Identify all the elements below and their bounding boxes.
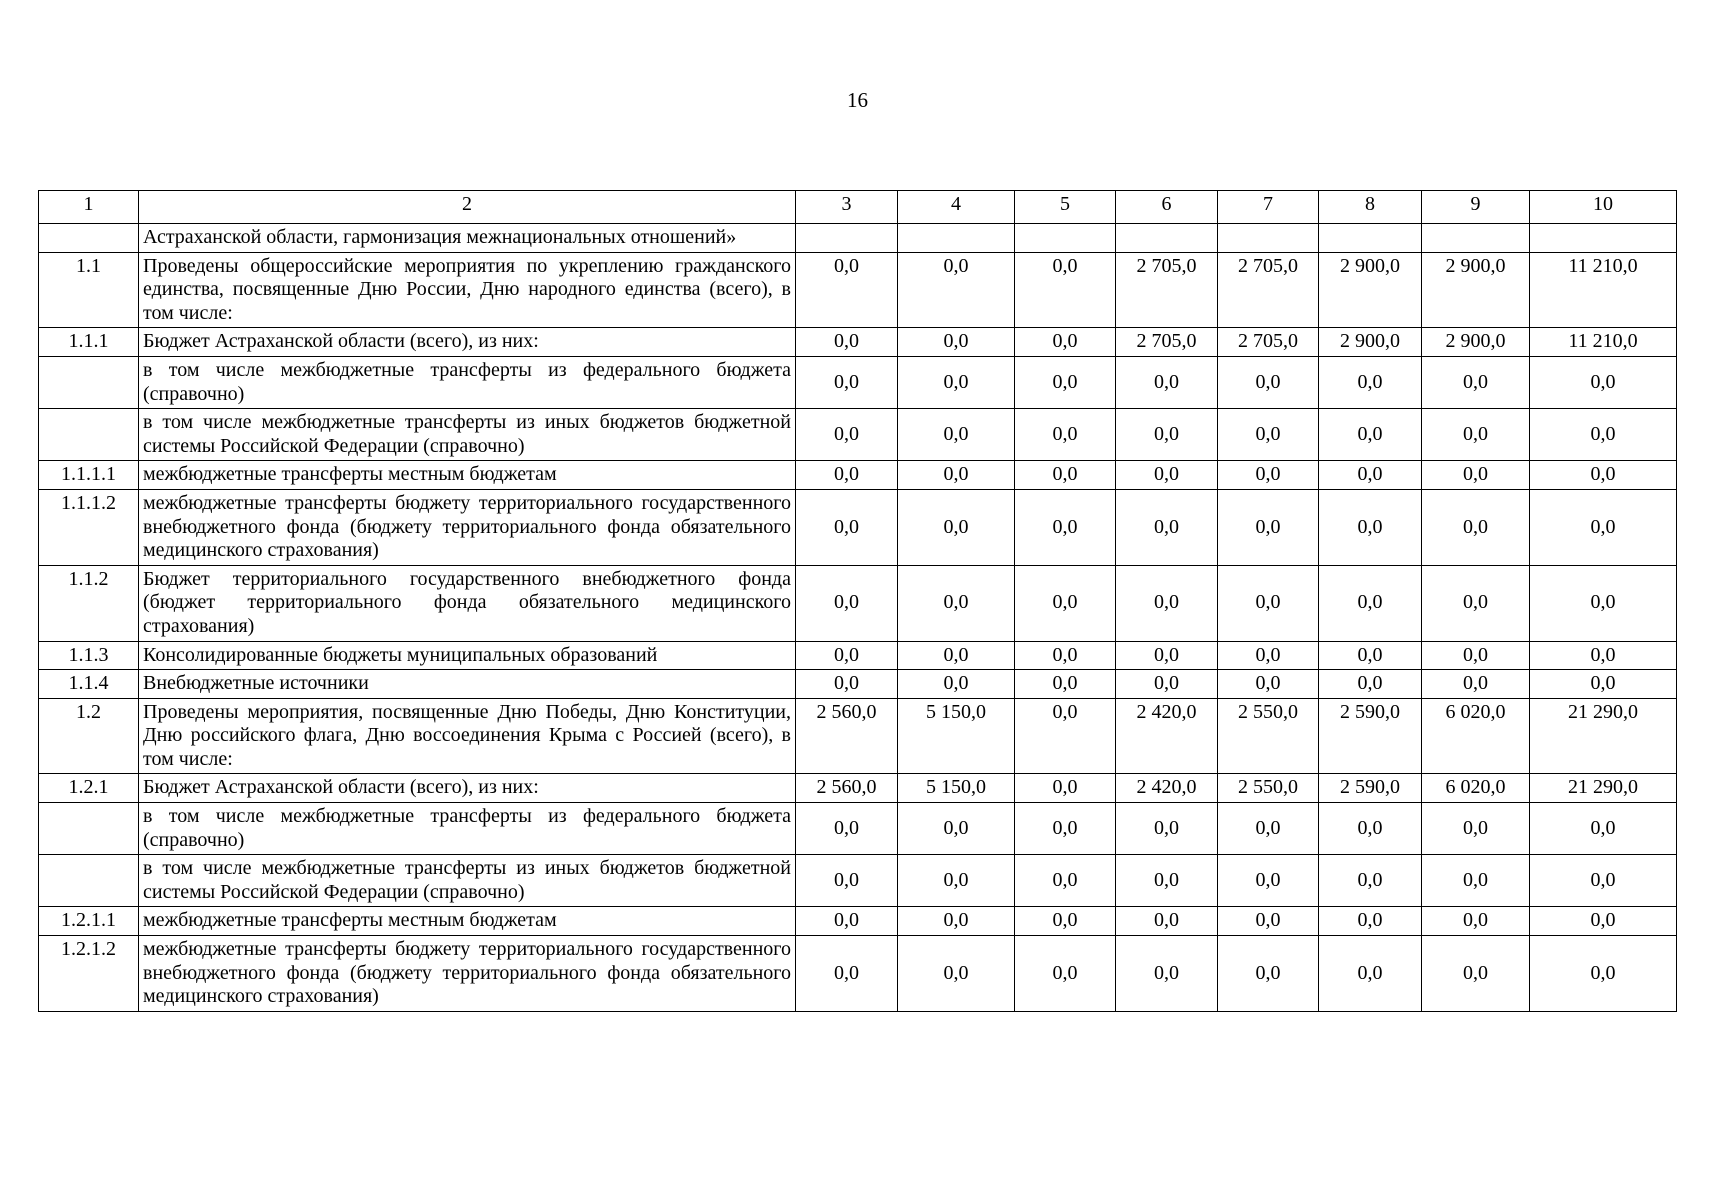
row-code (39, 409, 139, 461)
row-value: 0,0 (796, 252, 898, 328)
row-value: 0,0 (1530, 936, 1677, 1012)
row-value: 2 705,0 (1116, 328, 1218, 357)
row-value (1530, 224, 1677, 253)
row-code (39, 224, 139, 253)
row-description: в том числе межбюджетные трансферты из федерального бюджета (справочно) (139, 803, 796, 855)
row-value: 0,0 (796, 565, 898, 641)
row-value: 0,0 (796, 670, 898, 699)
row-code: 1.1.1 (39, 328, 139, 357)
table-row (39, 803, 1677, 855)
row-value: 0,0 (1422, 670, 1530, 699)
row-value: 0,0 (1015, 670, 1116, 699)
row-value: 0,0 (1218, 565, 1319, 641)
row-value: 21 290,0 (1530, 698, 1677, 774)
row-value: 0,0 (1015, 328, 1116, 357)
row-value: 0,0 (1116, 641, 1218, 670)
header-cell: 3 (796, 191, 898, 224)
row-value: 0,0 (1218, 409, 1319, 461)
row-value: 0,0 (1015, 936, 1116, 1012)
row-value: 0,0 (898, 252, 1015, 328)
row-code (39, 356, 139, 408)
row-value: 0,0 (1319, 461, 1422, 490)
row-value: 2 590,0 (1319, 698, 1422, 774)
row-value (796, 224, 898, 253)
row-value: 0,0 (796, 855, 898, 907)
row-value: 0,0 (796, 356, 898, 408)
row-value: 0,0 (1530, 489, 1677, 565)
row-value: 0,0 (1422, 855, 1530, 907)
row-code: 1.1.3 (39, 641, 139, 670)
header-row (39, 191, 1677, 224)
row-value: 2 560,0 (796, 774, 898, 803)
row-value: 0,0 (1116, 461, 1218, 490)
table-row (39, 698, 1677, 774)
row-value: 0,0 (1319, 936, 1422, 1012)
header-cell: 7 (1218, 191, 1319, 224)
row-value: 0,0 (796, 641, 898, 670)
row-value: 0,0 (898, 409, 1015, 461)
header-cell: 4 (898, 191, 1015, 224)
row-value: 0,0 (1116, 565, 1218, 641)
header-cell: 10 (1530, 191, 1677, 224)
row-description: межбюджетные трансферты бюджету территориального государственного внебюджетного фонда (бюджету территориального фонда обязательного медицинского страхования) (139, 489, 796, 565)
row-value: 0,0 (1422, 803, 1530, 855)
table-row (39, 670, 1677, 699)
header-cell: 6 (1116, 191, 1218, 224)
row-value: 0,0 (796, 461, 898, 490)
row-value: 0,0 (898, 907, 1015, 936)
row-value: 0,0 (796, 489, 898, 565)
row-value: 0,0 (796, 328, 898, 357)
row-value: 0,0 (1530, 670, 1677, 699)
row-value: 0,0 (1422, 356, 1530, 408)
row-value: 0,0 (1218, 907, 1319, 936)
row-value: 2 420,0 (1116, 774, 1218, 803)
table-row (39, 409, 1677, 461)
row-value: 0,0 (1319, 565, 1422, 641)
row-value: 0,0 (898, 565, 1015, 641)
table-row (39, 907, 1677, 936)
row-description: межбюджетные трансферты местным бюджетам (139, 907, 796, 936)
row-code: 1.1.4 (39, 670, 139, 699)
row-value: 0,0 (1218, 356, 1319, 408)
row-value: 0,0 (1218, 641, 1319, 670)
row-value: 0,0 (1422, 565, 1530, 641)
row-value: 5 150,0 (898, 774, 1015, 803)
table-row (39, 461, 1677, 490)
row-value: 0,0 (898, 461, 1015, 490)
row-value: 0,0 (1015, 774, 1116, 803)
row-value: 0,0 (1015, 907, 1116, 936)
table-row (39, 855, 1677, 907)
row-description: Астраханской области, гармонизация межнациональных отношений» (139, 224, 796, 253)
row-description: межбюджетные трансферты местным бюджетам (139, 461, 796, 490)
row-value: 0,0 (1218, 936, 1319, 1012)
table-row (39, 489, 1677, 565)
row-description: Проведены мероприятия, посвященные Дню Победы, Дню Конституции, Дню российского флага, Дню воссоединения Крыма с Россией (всего), в том числе: (139, 698, 796, 774)
row-value: 0,0 (796, 409, 898, 461)
row-value: 2 900,0 (1319, 328, 1422, 357)
row-value: 0,0 (1015, 565, 1116, 641)
row-value (1319, 224, 1422, 253)
row-code: 1.2 (39, 698, 139, 774)
row-value: 0,0 (1422, 409, 1530, 461)
row-value: 0,0 (1116, 803, 1218, 855)
row-value: 0,0 (1218, 803, 1319, 855)
row-value: 0,0 (898, 489, 1015, 565)
row-value: 21 290,0 (1530, 774, 1677, 803)
row-description: в том числе межбюджетные трансферты из федерального бюджета (справочно) (139, 356, 796, 408)
row-value: 0,0 (1530, 907, 1677, 936)
row-code: 1.2.1.1 (39, 907, 139, 936)
header-cell: 1 (39, 191, 139, 224)
row-description: в том числе межбюджетные трансферты из иных бюджетов бюджетной системы Российской Федерации (справочно) (139, 409, 796, 461)
row-value: 0,0 (1015, 461, 1116, 490)
budget-table (38, 190, 1677, 1012)
row-value: 0,0 (1015, 855, 1116, 907)
row-value: 0,0 (1530, 855, 1677, 907)
table-row (39, 774, 1677, 803)
header-cell: 5 (1015, 191, 1116, 224)
row-code: 1.2.1 (39, 774, 139, 803)
row-value: 0,0 (1422, 489, 1530, 565)
row-value: 5 150,0 (898, 698, 1015, 774)
row-value: 0,0 (1530, 409, 1677, 461)
row-value: 0,0 (1116, 409, 1218, 461)
table-row (39, 252, 1677, 328)
row-value: 0,0 (1116, 670, 1218, 699)
row-value: 0,0 (1116, 356, 1218, 408)
row-value: 0,0 (1319, 855, 1422, 907)
row-value: 2 420,0 (1116, 698, 1218, 774)
page-number: 16 (847, 88, 868, 112)
row-description: Проведены общероссийские мероприятия по укреплению гражданского единства, посвященные Дню России, Дню народного единства (всего), в том числе: (139, 252, 796, 328)
row-description: Бюджет Астраханской области (всего), из них: (139, 774, 796, 803)
table-row (39, 641, 1677, 670)
row-value (898, 224, 1015, 253)
row-value: 0,0 (1319, 409, 1422, 461)
row-value: 0,0 (1015, 698, 1116, 774)
header-cell: 8 (1319, 191, 1422, 224)
row-value: 0,0 (1116, 489, 1218, 565)
row-value: 0,0 (1218, 461, 1319, 490)
row-value: 0,0 (1319, 489, 1422, 565)
row-value: 6 020,0 (1422, 698, 1530, 774)
row-value: 0,0 (796, 803, 898, 855)
row-value: 0,0 (1319, 670, 1422, 699)
row-value: 0,0 (1530, 565, 1677, 641)
row-value: 0,0 (898, 670, 1015, 699)
row-value: 0,0 (1422, 641, 1530, 670)
row-value: 0,0 (1218, 489, 1319, 565)
row-value: 2 550,0 (1218, 698, 1319, 774)
row-value: 0,0 (1319, 356, 1422, 408)
row-code (39, 855, 139, 907)
row-value: 0,0 (1015, 489, 1116, 565)
row-value: 0,0 (898, 356, 1015, 408)
row-value: 0,0 (1218, 855, 1319, 907)
row-description: Бюджет территориального государственного внебюджетного фонда (бюджет территориального фонда обязательного медицинского страхования) (139, 565, 796, 641)
row-value: 0,0 (1422, 936, 1530, 1012)
row-value: 0,0 (796, 907, 898, 936)
row-value: 0,0 (898, 855, 1015, 907)
row-code: 1.1.2 (39, 565, 139, 641)
row-value: 0,0 (1530, 641, 1677, 670)
table-row (39, 224, 1677, 253)
row-value: 0,0 (1530, 803, 1677, 855)
header-cell: 9 (1422, 191, 1530, 224)
row-value: 2 705,0 (1218, 252, 1319, 328)
row-value: 11 210,0 (1530, 252, 1677, 328)
row-value: 11 210,0 (1530, 328, 1677, 357)
row-value: 0,0 (898, 936, 1015, 1012)
row-description: Бюджет Астраханской области (всего), из них: (139, 328, 796, 357)
table-row (39, 356, 1677, 408)
row-value: 0,0 (1015, 409, 1116, 461)
row-description: межбюджетные трансферты бюджету территориального государственного внебюджетного фонда (бюджету территориального фонда обязательного медицинского страхования) (139, 936, 796, 1012)
row-value: 2 900,0 (1319, 252, 1422, 328)
row-value: 6 020,0 (1422, 774, 1530, 803)
row-value: 0,0 (1319, 907, 1422, 936)
row-value: 2 705,0 (1218, 328, 1319, 357)
row-value: 0,0 (898, 328, 1015, 357)
row-description: в том числе межбюджетные трансферты из иных бюджетов бюджетной системы Российской Федерации (справочно) (139, 855, 796, 907)
row-value: 0,0 (898, 641, 1015, 670)
table-row (39, 328, 1677, 357)
row-value: 0,0 (1015, 803, 1116, 855)
row-value: 0,0 (1530, 461, 1677, 490)
row-value: 0,0 (796, 936, 898, 1012)
row-value: 2 590,0 (1319, 774, 1422, 803)
row-value: 2 900,0 (1422, 252, 1530, 328)
row-value (1218, 224, 1319, 253)
table-row (39, 936, 1677, 1012)
row-value: 2 900,0 (1422, 328, 1530, 357)
row-description: Внебюджетные источники (139, 670, 796, 699)
row-value: 0,0 (1530, 356, 1677, 408)
table-row (39, 565, 1677, 641)
row-code: 1.2.1.2 (39, 936, 139, 1012)
row-value (1015, 224, 1116, 253)
row-value: 2 705,0 (1116, 252, 1218, 328)
row-value: 0,0 (1015, 641, 1116, 670)
row-description: Консолидированные бюджеты муниципальных образований (139, 641, 796, 670)
row-code: 1.1.1.1 (39, 461, 139, 490)
row-value: 2 550,0 (1218, 774, 1319, 803)
row-value (1422, 224, 1530, 253)
row-value (1116, 224, 1218, 253)
header-cell: 2 (139, 191, 796, 224)
row-code: 1.1.1.2 (39, 489, 139, 565)
row-value: 0,0 (1116, 936, 1218, 1012)
row-value: 2 560,0 (796, 698, 898, 774)
row-value: 0,0 (1015, 252, 1116, 328)
row-value: 0,0 (898, 803, 1015, 855)
row-value: 0,0 (1422, 907, 1530, 936)
row-code (39, 803, 139, 855)
row-code: 1.1 (39, 252, 139, 328)
row-value: 0,0 (1319, 803, 1422, 855)
row-value: 0,0 (1422, 461, 1530, 490)
row-value: 0,0 (1116, 907, 1218, 936)
row-value: 0,0 (1319, 641, 1422, 670)
row-value: 0,0 (1015, 356, 1116, 408)
row-value: 0,0 (1218, 670, 1319, 699)
row-value: 0,0 (1116, 855, 1218, 907)
